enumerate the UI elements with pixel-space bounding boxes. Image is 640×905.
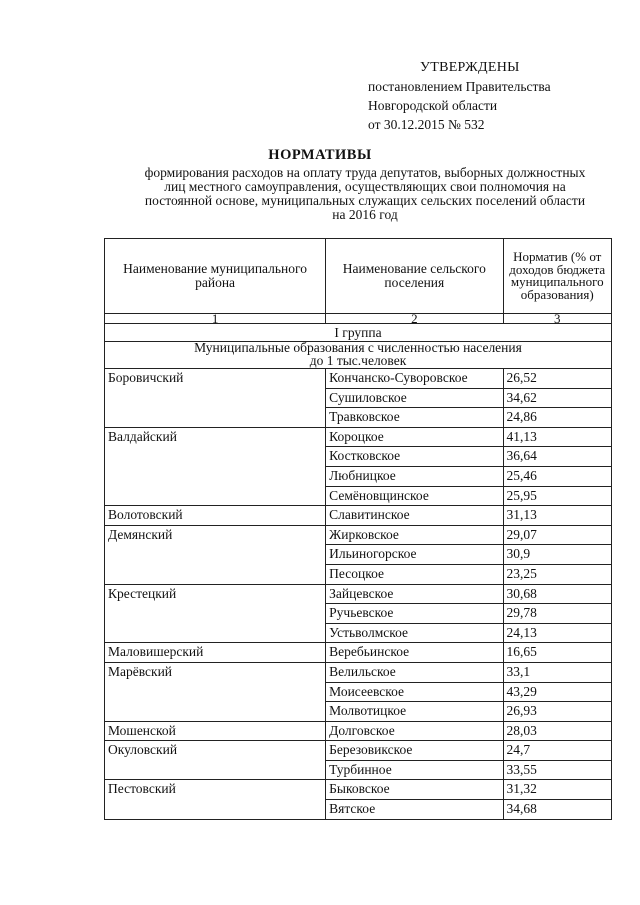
norm-value: 34,68 [503,800,612,820]
settlement-name: Кончанско-Суворовское [326,369,503,389]
subtitle-line-3: постоянной основе, муниципальных служащих сельских поселений области [144,193,586,208]
norm-value: 41,13 [503,427,612,447]
district-name: Валдайский [105,427,326,505]
district-name: Окуловский [105,741,326,780]
settlement-name: Сушиловское [326,388,503,408]
settlement-name: Зайцевское [326,584,503,604]
column-number-row [105,314,612,324]
header-district: Наименование муниципального района [105,239,326,314]
norm-value: 33,55 [503,760,612,780]
table-row [105,780,612,800]
document-title: НОРМАТИВЫ [268,147,372,163]
table-row [105,369,612,389]
norm-value: 30,9 [503,545,612,565]
settlement-name: Ильиногорское [326,545,503,565]
settlement-name: Веребьинское [326,643,503,663]
subtitle-line-2: лиц местного самоуправления, осуществляющих свои полномочия на [164,179,566,194]
category-label [105,342,612,369]
subtitle-line-1: формирования расходов на оплату труда депутатов, выборных должностных [144,165,586,180]
norm-value: 24,13 [503,623,612,643]
column-number: 3 [503,314,612,324]
settlement-name: Ручьевское [326,604,503,624]
table-row [105,662,612,682]
district-name: Маловишерский [105,643,326,663]
norm-value: 26,93 [503,702,612,722]
settlement-name: Молвотицкое [326,702,503,722]
settlement-name: Моисеевское [326,682,503,702]
group-row [105,324,612,342]
table-row [105,506,612,526]
norm-value: 26,52 [503,369,612,389]
district-name: Пестовский [105,780,326,819]
table-row [105,584,612,604]
subtitle-line-4: на 2016 год [332,207,398,222]
norm-value: 34,62 [503,388,612,408]
norms-table [104,238,612,820]
norm-value: 24,7 [503,741,612,761]
header-norm: Норматив (% от доходов бюджета муниципального образования) [503,239,612,314]
settlement-name: Долговское [326,721,503,741]
settlement-name: Турбинное [326,760,503,780]
settlement-name: Вятское [326,800,503,820]
norm-value: 29,78 [503,604,612,624]
district-name: Марёвский [105,662,326,721]
norm-value: 28,03 [503,721,612,741]
district-name: Мошенской [105,721,326,741]
norm-value: 36,64 [503,447,612,467]
category-row [105,342,612,369]
district-name: Крестецкий [105,584,326,643]
norm-value: 31,13 [503,506,612,526]
table-header-row [105,239,612,314]
document-subtitle [110,166,620,222]
settlement-name: Славитинское [326,506,503,526]
category-line-1: Муниципальные образования с численностью населения [194,340,522,355]
settlement-name: Травковское [326,408,503,428]
settlement-name: Песоцкое [326,564,503,584]
norm-value: 30,68 [503,584,612,604]
settlement-name: Березовикское [326,741,503,761]
settlement-name: Семёновщинское [326,486,503,506]
settlement-name: Жирковское [326,525,503,545]
settlement-name: Устьволмское [326,623,503,643]
norm-value: 24,86 [503,408,612,428]
norm-value: 16,65 [503,643,612,663]
header-settlement: Наименование сельского поселения [326,239,503,314]
norm-value: 25,95 [503,486,612,506]
settlement-name: Велильское [326,662,503,682]
approval-heading: УТВЕРЖДЕНЫ [420,60,520,75]
norm-value: 43,29 [503,682,612,702]
approval-line-1: постановлением Правительства [368,79,551,94]
settlement-name: Короцкое [326,427,503,447]
table-row [105,643,612,663]
group-label: I группа [105,324,612,342]
category-line-2: до 1 тыс.человек [309,352,407,368]
district-name: Демянский [105,525,326,584]
settlement-name: Костковское [326,447,503,467]
table-row [105,525,612,545]
norm-value: 25,46 [503,466,612,486]
district-name: Боровичский [105,369,326,428]
approval-line-3: от 30.12.2015 № 532 [368,117,485,132]
settlement-name: Быковское [326,780,503,800]
approval-line-2: Новгородской области [368,98,498,113]
table-row [105,741,612,761]
approval-block [368,58,618,134]
norm-value: 31,32 [503,780,612,800]
column-number: 1 [105,314,326,324]
table-row [105,721,612,741]
table-row [105,427,612,447]
norm-value: 33,1 [503,662,612,682]
norm-value: 29,07 [503,525,612,545]
district-name: Волотовский [105,506,326,526]
settlement-name: Любницкое [326,466,503,486]
column-number: 2 [326,314,503,324]
norm-value: 23,25 [503,564,612,584]
